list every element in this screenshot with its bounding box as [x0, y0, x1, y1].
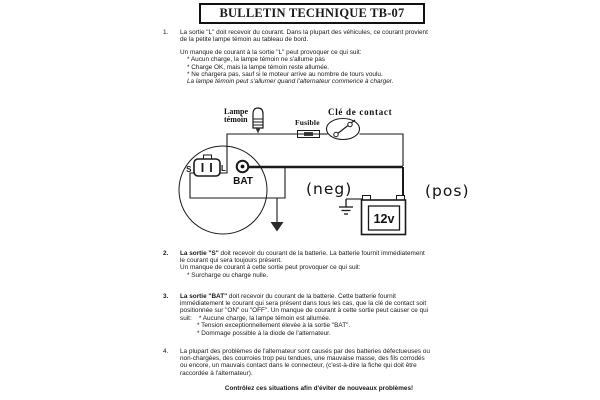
section-1 [163, 29, 465, 86]
section-4-line: ou encore, un mauvais contact dans le connecteur, (c'est-à-dire la fiche qui doit être [180, 362, 417, 370]
fuse-label: Fusible [295, 118, 320, 127]
indicator-lamp-icon [253, 108, 263, 134]
section-1-number: 1. [163, 29, 169, 36]
section-4-number: 4. [163, 347, 169, 355]
alternator-circle [179, 146, 267, 234]
section-4-line: non-chargées, des courroies trop peu tendues, une mauvaise masse, des fils corrodés [180, 354, 425, 362]
section-3-rest: doit recevoir du courant de la batterie. Cette batterie fournit [227, 292, 396, 300]
pos-label: (pos) [425, 182, 470, 200]
section-2-line [180, 250, 465, 257]
footer-warning: Contrôlez ces situations afin d'éviter de nouveaux problèmes! [224, 385, 414, 392]
section-2 [163, 250, 465, 280]
section-2-line: le courant qui sera toujours présent. [180, 256, 282, 264]
section-3-line: positionnée sur "ON" ou "OFF". Un manque de courant à cette sortie peut causer ce qui [180, 307, 429, 315]
section-1-line: Un manque de courant à la sortie "L" peut provoquer ce qui suit: [180, 48, 362, 56]
neg-label: (neg) [306, 180, 353, 198]
switch-to-battery-wire [360, 134, 404, 166]
section-2-line: Un manque de courant à cette sortie peut provoquer ce qui suit: [180, 264, 361, 272]
section-1-bullet: * Ne chargera pas, sauf si le moteur arrive au nombre de tours voulu. [187, 71, 383, 79]
terminal-l-label: L [221, 164, 226, 173]
section-3-line [180, 293, 465, 300]
section-3-bullet: * Dommage possible à la diode de l'alternateur. [197, 329, 331, 337]
chassis-ground-icon [271, 222, 284, 232]
section-3-bullet: * Tension exceptionnellement élevée à la sortie "BAT". [197, 322, 351, 330]
section-1-bullet: * Charge OK, mais la lampe témoin reste allumée. [187, 63, 330, 71]
section-3-lead: La sortie "BAT" [180, 292, 228, 300]
fuse-icon [298, 131, 320, 138]
section-3-line: immédiatement le courant qui sera présent dans tous les cas, que la clé de contact soit [180, 299, 427, 307]
wiring-diagram-canvas [140, 95, 470, 247]
section-1-bullet: * Aucun charge, la lampe témoin ne s'allume pas [187, 56, 325, 64]
section-1-note: La lampe témoin peut s'allumer quand l'alternateur commence à charger. [187, 78, 394, 86]
section-4-line: raccordée à l'alternateur). [180, 369, 253, 377]
section-4-line: La plupart des problèmes de l'alternateur sont causés par des batteries défectueuses ou [180, 347, 430, 355]
bulletin-title: BULLETIN TECHNIQUE TB-07 [219, 6, 405, 20]
terminal-s-label: S [186, 165, 192, 174]
section-4 [163, 348, 465, 378]
bat-terminal-icon [237, 161, 249, 173]
section-2-rest: doit recevoir du courant de la batterie. La batterie fournit immédiatement [218, 249, 425, 257]
ignition-switch-label: Clé de contact [328, 107, 393, 117]
connector-plug [194, 155, 220, 176]
lamp-label-line1: Lampe [224, 107, 248, 116]
section-1-line: La sortie "L" doit recevoir du courant. Dans la plupart des véhicules, ce courant provient [180, 29, 428, 36]
section-3-number: 3. [163, 292, 169, 300]
section-3 [163, 293, 465, 337]
battery-voltage-label: 12v [373, 212, 395, 226]
earth-ground-icon [339, 199, 353, 214]
section-3-line: suit: * Aucune charge, la lampe témoin est allumée. [180, 314, 331, 322]
section-2-bullet: * Surcharge ou charge nulle. [187, 271, 269, 279]
bulletin-title-box [199, 3, 425, 24]
wiring-diagram [140, 95, 470, 247]
section-1-line: de la petite lampe témoin au tableau de bord. [180, 36, 309, 44]
section-2-lead: La sortie "S" [180, 249, 219, 257]
terminal-bat-label: BAT [233, 176, 253, 187]
section-2-number: 2. [163, 249, 169, 257]
lamp-label-line2: témoin [224, 115, 248, 124]
ignition-switch-icon [327, 119, 360, 140]
